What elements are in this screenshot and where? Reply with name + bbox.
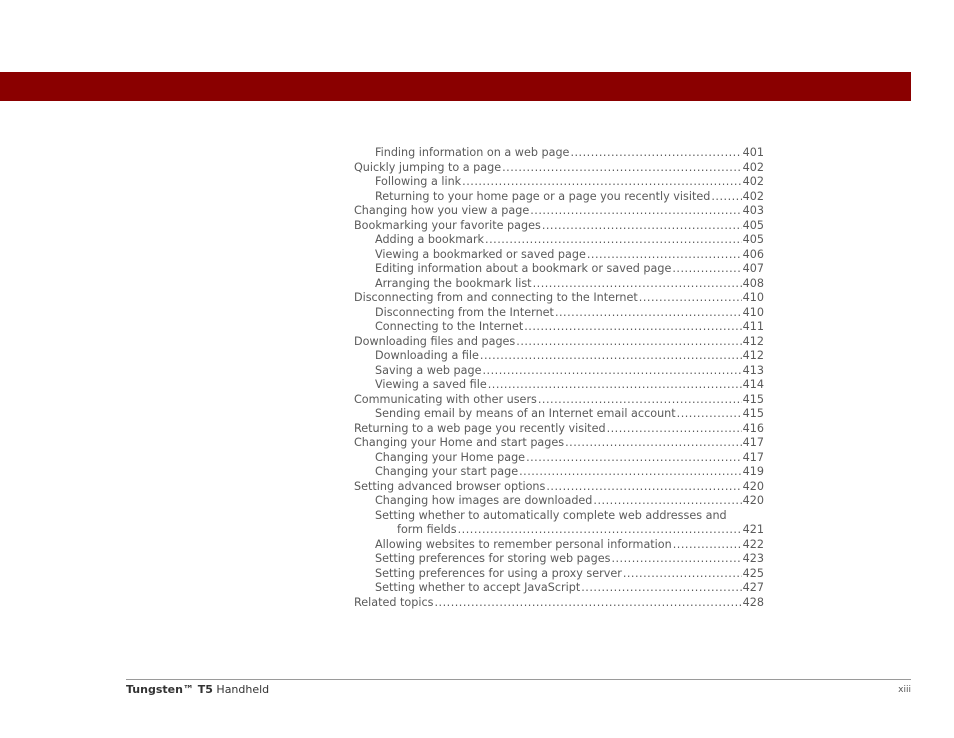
toc-entry[interactable] (354, 393, 764, 408)
toc-entry[interactable] (354, 509, 764, 524)
toc-entry-title: Following a link (375, 175, 462, 188)
toc-entry[interactable] (354, 190, 764, 205)
toc-dot-leader (546, 480, 741, 495)
toc-entry[interactable] (354, 465, 764, 480)
toc-entry-title: Setting preferences for storing web pages (375, 552, 611, 565)
toc-entry-title: Disconnecting from the Internet (375, 305, 554, 319)
toc-entry-page: 421 (742, 523, 764, 536)
toc-entry[interactable] (354, 306, 764, 321)
toc-entry-title: Changing your start page (375, 465, 519, 478)
toc-entry-page: 410 (742, 291, 764, 304)
toc-dot-leader (502, 161, 742, 176)
toc-entry-title: Downloading files and pages (354, 334, 516, 348)
toc-entry-title: Disconnecting from and connecting to the Internet (354, 291, 638, 304)
toc-entry-page: 406 (742, 247, 764, 261)
toc-entry-page: 413 (742, 363, 764, 377)
toc-entry-page: 402 (742, 189, 764, 203)
toc-dot-leader (482, 364, 741, 379)
toc-entry-page: 427 (742, 581, 764, 594)
toc-entry[interactable] (354, 523, 764, 538)
toc-dot-leader (480, 349, 742, 364)
toc-entry-page: 402 (742, 175, 764, 188)
toc-entry[interactable] (354, 407, 764, 422)
toc-dot-leader (538, 393, 742, 408)
toc-entry[interactable] (354, 349, 764, 364)
footer-product-bold: Tungsten™ T5 (126, 683, 213, 696)
toc-entry[interactable] (354, 219, 764, 234)
toc-dot-leader (673, 538, 742, 553)
toc-entry[interactable] (354, 146, 764, 161)
toc-entry-title: Allowing websites to remember personal information (375, 537, 672, 551)
toc-dot-leader (533, 277, 742, 292)
toc-entry-page: 412 (742, 334, 764, 348)
toc-entry[interactable] (354, 451, 764, 466)
toc-dot-leader (623, 567, 742, 582)
toc-entry-page: 419 (742, 465, 764, 478)
toc-entry-page: 423 (742, 552, 764, 565)
toc-entry[interactable] (354, 262, 764, 277)
header-banner (0, 72, 911, 101)
toc-entry[interactable] (354, 480, 764, 495)
toc-entry-page: 410 (742, 305, 764, 319)
toc-dot-leader (672, 262, 741, 277)
toc-dot-leader (711, 190, 741, 205)
toc-dot-leader (611, 552, 741, 567)
toc-entry[interactable] (354, 596, 764, 611)
toc-entry[interactable] (354, 161, 764, 176)
toc-entry-title: Setting advanced browser options (354, 479, 546, 493)
toc-entry-title: Editing information about a bookmark or saved page (375, 262, 672, 275)
toc-entry-title: Bookmarking your favorite pages (354, 218, 541, 232)
toc-dot-leader (434, 596, 741, 611)
toc-entry-page: 415 (742, 407, 764, 420)
toc-entry-title: Quickly jumping to a page (354, 160, 502, 174)
toc-entry-title: Viewing a saved file (375, 378, 487, 391)
footer-product-name (126, 683, 269, 696)
toc-entry-title: Changing your Home and start pages (354, 436, 565, 449)
toc-entry-title: Related topics (354, 595, 434, 609)
toc-entry-title: Setting whether to accept JavaScript (375, 581, 581, 594)
toc-entry-title: Adding a bookmark (375, 233, 485, 246)
toc-dot-leader (485, 233, 742, 248)
toc-dot-leader (587, 248, 742, 263)
toc-entry[interactable] (354, 538, 764, 553)
toc-entry-title: Returning to your home page or a page you recently visited (375, 189, 711, 203)
toc-dot-leader (542, 219, 742, 234)
footer-product-suffix: Handheld (212, 683, 270, 696)
toc-entry-page: 405 (742, 218, 764, 232)
footer-page-number: xiii (898, 685, 911, 695)
toc-entry-page: 416 (742, 421, 764, 435)
toc-dot-leader (488, 378, 742, 393)
toc-entry[interactable] (354, 378, 764, 393)
toc-entry[interactable] (354, 233, 764, 248)
toc-entry-title: form fields (397, 523, 457, 536)
toc-entry-title: Returning to a web page you recently visited (354, 421, 606, 435)
toc-dot-leader (555, 306, 742, 321)
toc-entry-title: Connecting to the Internet (375, 320, 524, 333)
toc-entry-page: 411 (742, 320, 764, 333)
toc-entry[interactable] (354, 320, 764, 335)
toc-entry[interactable] (354, 204, 764, 219)
toc-entry[interactable] (354, 175, 764, 190)
toc-entry[interactable] (354, 581, 764, 596)
toc-entry-page: 414 (742, 378, 764, 391)
toc-entry-title: Setting preferences for using a proxy server (375, 566, 622, 580)
toc-entry-title: Arranging the bookmark list (375, 276, 532, 290)
toc-entry-title: Changing how you view a page (354, 204, 530, 217)
toc-entry[interactable] (354, 277, 764, 292)
toc-entry-page: 417 (742, 450, 764, 464)
toc-entry[interactable] (354, 422, 764, 437)
toc-entry-page: 420 (742, 479, 764, 493)
toc-entry[interactable] (354, 364, 764, 379)
toc-entry-page: 428 (742, 595, 764, 609)
toc-dot-leader (516, 335, 741, 350)
toc-dot-leader (530, 204, 741, 219)
toc-entry[interactable] (354, 567, 764, 582)
toc-dot-leader (526, 451, 742, 466)
table-of-contents (354, 146, 764, 610)
footer-divider (126, 679, 911, 680)
toc-entry[interactable] (354, 335, 764, 350)
toc-entry-title: Sending email by means of an Internet email account (375, 407, 676, 420)
toc-dot-leader (581, 581, 741, 596)
toc-entry-title: Changing your Home page (375, 450, 526, 464)
toc-entry-page: 403 (742, 204, 764, 217)
toc-dot-leader (593, 494, 741, 509)
toc-dot-leader (565, 436, 742, 451)
toc-entry-page: 415 (742, 392, 764, 406)
toc-entry-title: Finding information on a web page (375, 146, 570, 159)
toc-entry-page: 408 (742, 276, 764, 290)
toc-entry-title: Changing how images are downloaded (375, 494, 593, 507)
toc-entry-page: 412 (742, 349, 764, 362)
toc-dot-leader (458, 523, 742, 538)
toc-entry-page: 401 (742, 146, 764, 159)
toc-entry-title: Saving a web page (375, 363, 482, 377)
toc-dot-leader (524, 320, 741, 335)
toc-dot-leader (607, 422, 742, 437)
toc-entry-page: 407 (742, 262, 764, 275)
toc-entry[interactable] (354, 291, 764, 306)
toc-entry-title: Downloading a file (375, 349, 479, 362)
toc-entry[interactable] (354, 552, 764, 567)
toc-entry-title: Setting whether to automatically complete web addresses and (375, 508, 727, 522)
toc-dot-leader (570, 146, 741, 161)
toc-entry-page: 420 (742, 494, 764, 507)
toc-entry-page: 417 (742, 436, 764, 449)
toc-entry-title: Viewing a bookmarked or saved page (375, 247, 586, 261)
toc-entry-page: 425 (742, 566, 764, 580)
toc-entry-title: Communicating with other users (354, 392, 537, 406)
toc-entry[interactable] (354, 494, 764, 509)
toc-dot-leader (639, 291, 742, 306)
toc-entry[interactable] (354, 436, 764, 451)
toc-dot-leader (519, 465, 742, 480)
toc-dot-leader (462, 175, 741, 190)
toc-entry-page: 405 (742, 233, 764, 246)
toc-entry-page: 422 (742, 537, 764, 551)
toc-entry-page: 402 (742, 160, 764, 174)
toc-entry[interactable] (354, 248, 764, 263)
toc-dot-leader (677, 407, 742, 422)
